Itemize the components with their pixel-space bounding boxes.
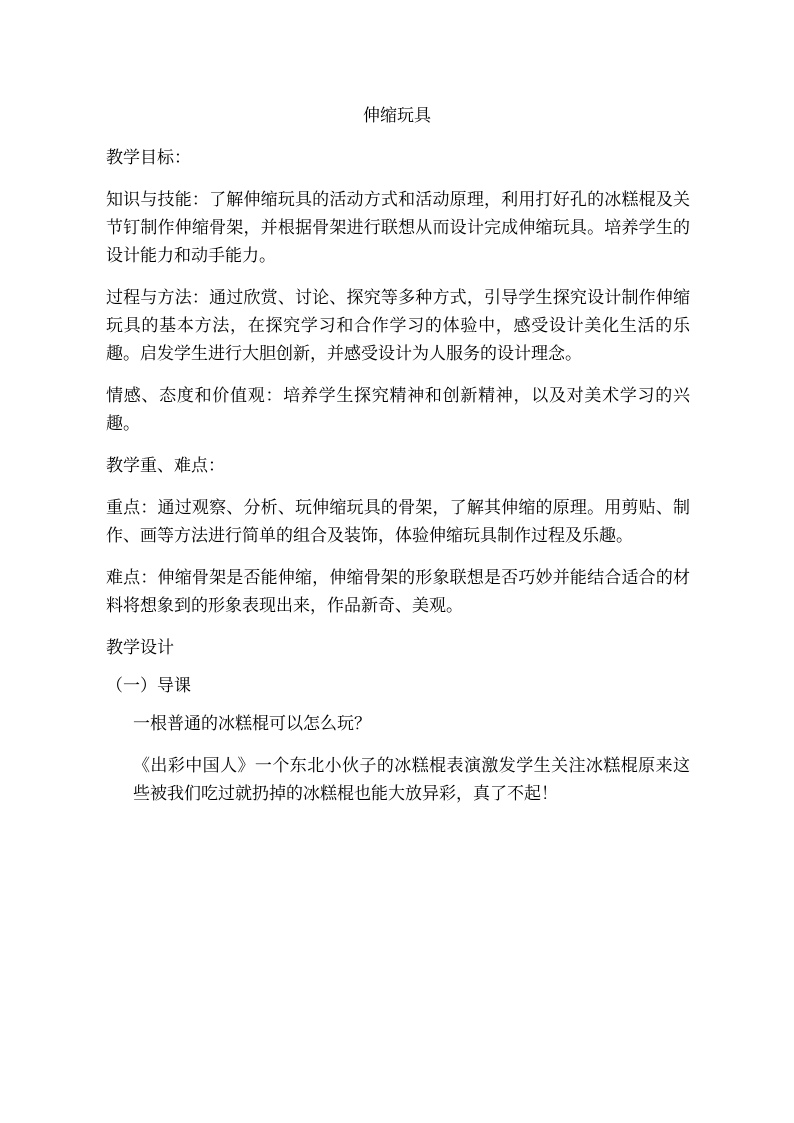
emotion-attitude-paragraph: 情感、态度和价值观：培养学生探究精神和创新精神，以及对美术学习的兴趣。 (106, 386, 690, 434)
objectives-heading: 教学目标： (106, 148, 191, 168)
document-body (106, 144, 690, 822)
difficulty-paragraph: 难点：伸缩骨架是否能伸缩，伸缩骨架的形象联想是否巧妙并能结合适合的材料将想象到的形象表现出来，作品新奇、美观。 (106, 568, 690, 616)
process-methods-paragraph: 过程与方法：通过欣赏、讨论、探究等多种方式，引导学生探究设计制作伸缩玩具的基本方法，在探究学习和合作学习的体验中，感受设计美化生活的乐趣。启发学生进行大胆创新，并感受设计为人服务的设计理念。 (106, 288, 690, 364)
key-difficulty-heading: 教学重、难点： (106, 456, 225, 476)
teaching-design-heading: 教学设计 (106, 638, 174, 658)
question-paragraph: 一根普通的冰糕棍可以怎么玩？ (133, 714, 371, 734)
intro-paragraph: 《出彩中国人》一个东北小伙子的冰糕棍表演激发学生关注冰糕棍原来这些被我们吃过就扔掉的冰糕棍也能大放异彩，真了不起！ (133, 756, 690, 804)
part1-heading: （一）导课 (106, 676, 191, 696)
knowledge-skills-paragraph: 知识与技能：了解伸缩玩具的活动方式和活动原理，利用打好孔的冰糕棍及关节钉制作伸缩骨架，并根据骨架进行联想从而设计完成伸缩玩具。培养学生的设计能力和动手能力。 (106, 190, 690, 266)
key-point-paragraph: 重点：通过观察、分析、玩伸缩玩具的骨架，了解其伸缩的原理。用剪贴、制作、画等方法进行简单的组合及装饰，体验伸缩玩具制作过程及乐趣。 (106, 498, 690, 546)
document-title: 伸缩玩具 (363, 106, 431, 126)
